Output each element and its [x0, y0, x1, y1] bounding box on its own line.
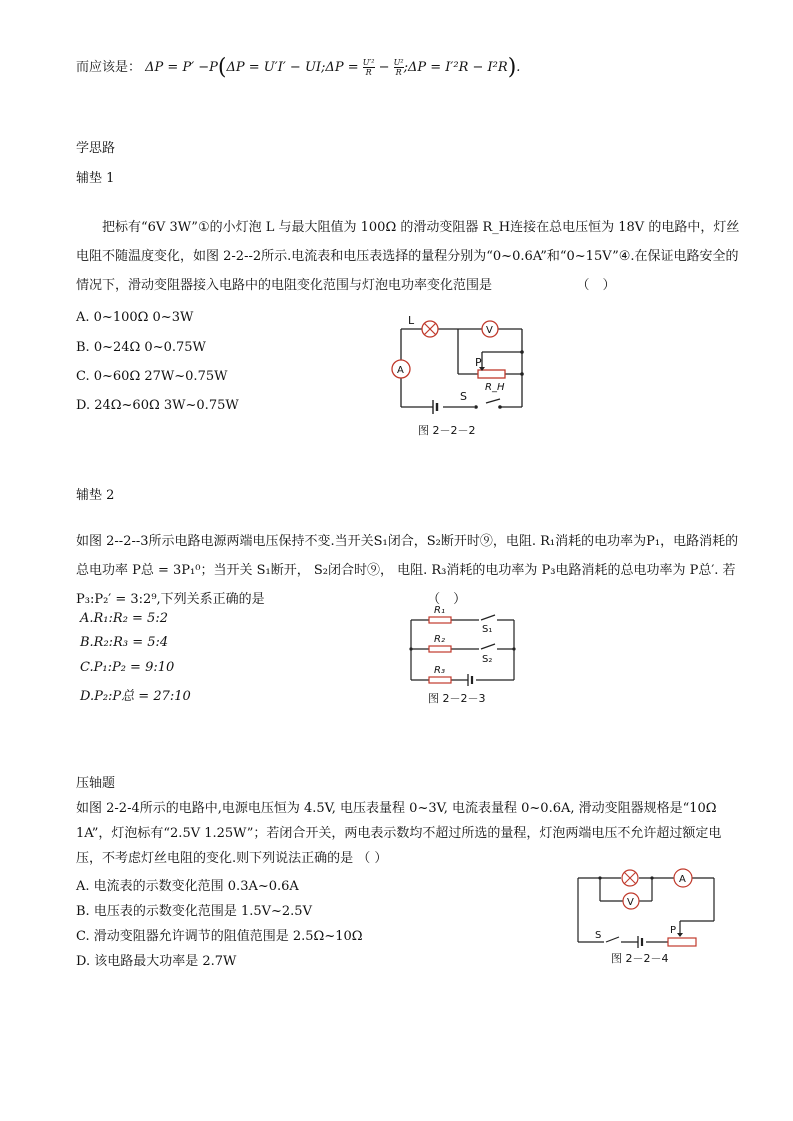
rheostat-icon: [668, 938, 696, 946]
label-slider: P: [670, 925, 677, 936]
label-r3: R₃: [434, 665, 445, 676]
q2-text: 如图 2--2--3所示电路电源两端电压保持不变.当开关S₁闭合，S₂断开时⑨，电阻. R₁消耗的电功率为P₁，电路消耗的总电功率 P总 = 3P₁⁰；当开关 S₁断开， S₂闭合时⑨， 电阻. R₃消耗的电功率为 P₃电路消耗的总电功率为 P总′. 若 P₃:P₂′ = 3:2⁹,下列关系正确的是 （ ）: [76, 534, 739, 607]
resistor-r2-icon: [429, 646, 451, 652]
label-ammeter: A: [679, 874, 686, 885]
q3-option-c: C. 滑动变阻器允许调节的阻值范围是 2.5Ω~10Ω: [76, 929, 363, 944]
circuit-figure-2-2-3: [404, 602, 519, 692]
slider-arrow-icon: [677, 933, 683, 937]
resistor-r1-icon: [429, 617, 451, 623]
q1-option-a: A. 0~100Ω 0~3W: [76, 310, 194, 325]
q2-option-b: B.R₂:R₃ = 5:4: [80, 635, 169, 650]
formula-line: [76, 55, 520, 80]
label-slider: P: [475, 356, 482, 369]
q3-text: 如图 2-2-4所示的电路中,电源电压恒为 4.5V, 电压表量程 0~3V, 电流表量程 0~0.6A, 滑动变阻器规格是“10Ω 1A”，灯泡标有“2.5V 1.25W”；若闭合开关，两电表示数均不超过所选的量程，灯泡两端电压不允许超过额定电压，不考虑灯丝电阻的变化.则下列说法正确的是 （ ）: [76, 801, 722, 866]
q3-heading: 压轴题: [76, 776, 116, 791]
q1-option-b: B. 0~24Ω 0~0.75W: [76, 340, 206, 355]
rheostat-icon: [478, 370, 505, 378]
label-r1: R₁: [434, 605, 445, 616]
q1-option-c: C. 0~60Ω 27W~0.75W: [76, 369, 228, 384]
figure-caption-2-2-3: 图 2－2－3: [428, 692, 486, 705]
label-s1: S₁: [482, 624, 493, 635]
resistor-r3-icon: [429, 677, 451, 683]
q3-option-a: A. 电流表的示数变化范围 0.3A~0.6A: [76, 879, 299, 894]
label-voltmeter: V: [486, 325, 493, 336]
label-rheostat: R_H: [485, 382, 505, 393]
formula-prefix: 而应该是：: [76, 60, 142, 75]
delta-p-formula: ΔP = P′ −P(ΔP = U′I′ − UI;ΔP = $\frac{\text{U′²}}{R}$ − $\frac{\text{U²}}{R}$ ;ΔP = I′²R − I²R).: [145, 55, 521, 80]
q1-heading: 辅垫 1: [76, 171, 115, 186]
label-ammeter: A: [397, 365, 404, 376]
q1-option-d: D. 24Ω~60Ω 3W~0.75W: [76, 398, 239, 413]
circuit-figure-2-2-4: [572, 866, 720, 951]
label-voltmeter: V: [627, 897, 634, 908]
label-r2: R₂: [434, 634, 445, 645]
q2-option-d: D.P₂:P总 = 27:10: [80, 689, 191, 704]
q3-option-d: D. 该电路最大功率是 2.7W: [76, 954, 237, 969]
q3-option-b: B. 电压表的示数变化范围是 1.5V~2.5V: [76, 904, 312, 919]
figure-caption-2-2-2: 图 2－2－2: [418, 424, 476, 437]
q2-option-c: C.P₁:P₂ = 9:10: [80, 660, 175, 675]
q2-heading: 辅垫 2: [76, 488, 115, 503]
label-switch: S: [595, 930, 602, 941]
q1-text: 把标有“6V 3W”①的小灯泡 L 与最大阻值为 100Ω 的滑动变阻器 R_H连接在总电压恒为 18V 的电路中，灯丝电阻不随温度变化，如图 2-2--2所示.电流表和电压表选择的量程分别为“0~0.6A”和“0~15V”④.在保证电路安全的情况下，滑动变阻器接入电路中的电阻变化范围与灯泡电功率变化范围是 （ ）: [76, 220, 740, 293]
figure-caption-2-2-4: 图 2－2－4: [611, 952, 669, 965]
circuit-figure-2-2-2: [388, 314, 538, 439]
label-lamp: L: [408, 314, 415, 327]
label-switch: S: [460, 390, 467, 403]
q2-option-a: A.R₁:R₂ = 5:2: [80, 611, 168, 626]
label-s2: S₂: [482, 654, 493, 665]
section-label: 学思路: [76, 141, 116, 156]
